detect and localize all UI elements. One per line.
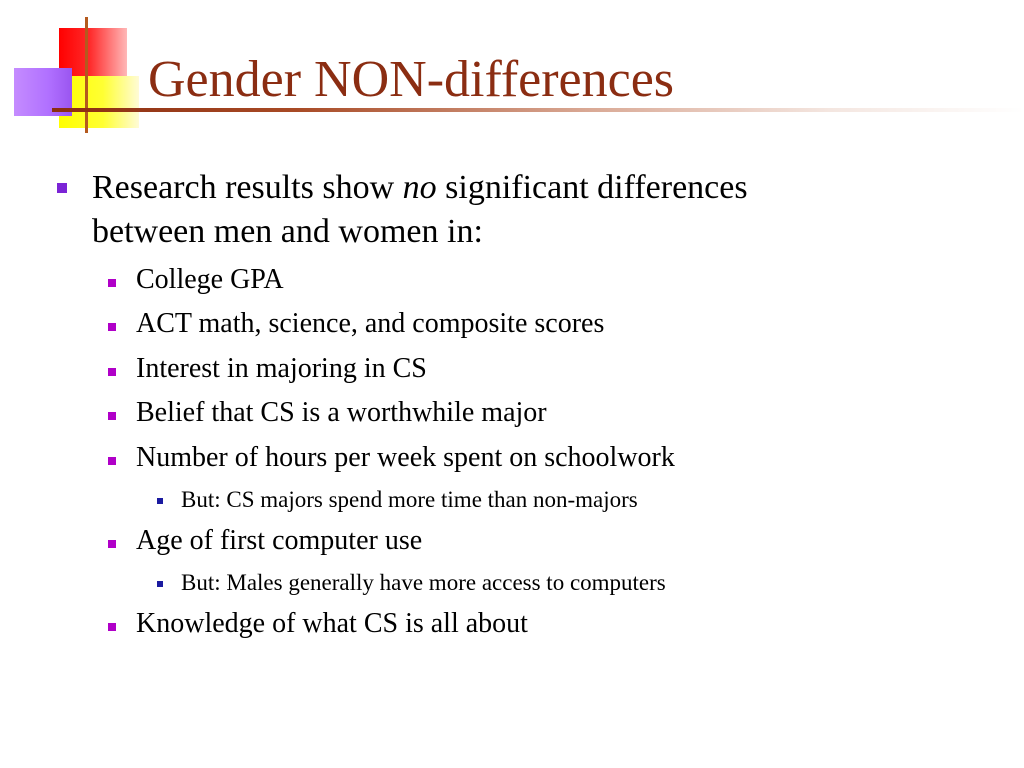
bullet-square-icon <box>108 457 116 465</box>
main-bullet-emphasis: no <box>402 169 437 206</box>
decorative-logo <box>0 0 160 140</box>
list-item: College GPA <box>136 264 284 295</box>
list-item: Belief that CS is a worthwhile major <box>136 397 547 428</box>
list-item: ACT math, science, and composite scores <box>136 308 605 339</box>
list-item: Interest in majoring in CS <box>136 353 427 384</box>
bullet-square-icon <box>108 412 116 420</box>
main-bullet-text <box>92 166 748 210</box>
list-item: Number of hours per week spent on schoolwork <box>136 442 675 473</box>
bullet-square-icon <box>157 581 163 587</box>
bullet-square-icon <box>108 323 116 331</box>
bullet-square-icon <box>108 279 116 287</box>
list-item: Knowledge of what CS is all about <box>136 608 528 639</box>
slide-title: Gender NON-differences <box>148 51 675 108</box>
bullet-square-icon <box>108 623 116 631</box>
sub-list-item: But: Males generally have more access to computers <box>181 570 666 595</box>
main-bullet-after: significant differences <box>436 169 748 206</box>
bullet-square-icon <box>157 498 163 504</box>
list-item: Age of first computer use <box>136 525 423 556</box>
main-bullet-line2: between men and women in: <box>92 213 483 250</box>
sub-list-item: But: CS majors spend more time than non-majors <box>181 487 638 512</box>
vertical-rule-decoration <box>85 17 88 133</box>
bullet-square-icon <box>108 540 116 548</box>
bullet-square-icon <box>57 183 67 193</box>
bullet-square-icon <box>108 368 116 376</box>
main-bullet-before: Research results show <box>92 169 403 206</box>
